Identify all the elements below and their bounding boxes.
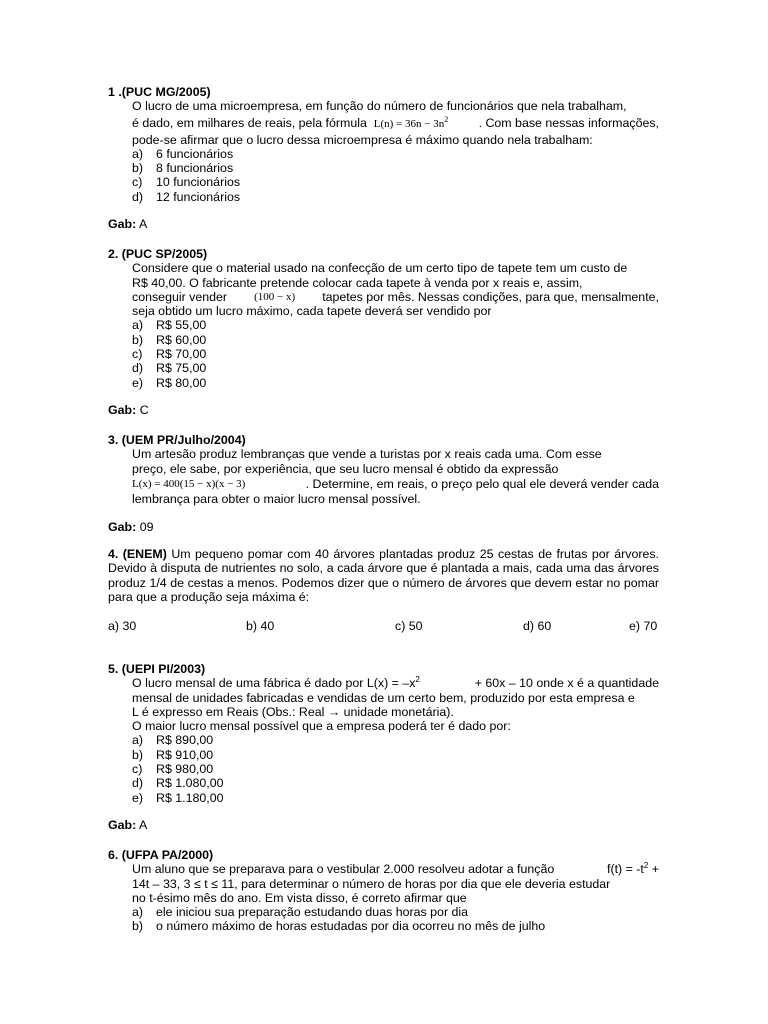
question-6-line-3: no t-ésimo mês do ano. Em vista disso, é correto afirmar que <box>132 890 467 905</box>
option: a) ele iniciou sua preparação estudando duas horas por dia <box>132 905 469 920</box>
option: c) 10 funcionários <box>132 175 241 190</box>
option: a) 30 <box>108 619 137 633</box>
question-6-options <box>108 905 659 934</box>
question-1-line-2-text: é dado, em milhares de reais, pela fórmula <box>132 115 367 130</box>
option: a) 6 funcionários <box>132 146 234 161</box>
option: c) R$ 70,00 <box>132 347 207 362</box>
answer-key-5: Gab: A <box>108 818 148 832</box>
question-2-line-3: conseguir vender (100 − x) tapetes por mês. Nessas condições, para que, mensalmente, <box>132 289 659 304</box>
question-5 <box>108 662 659 805</box>
question-4 <box>108 547 659 604</box>
question-2-line-1: Considere que o material usado na confecção de um certo tipo de tapete tem um custo de <box>132 261 628 276</box>
question-3-title: 3. (UEM PR/Julho/2004) <box>108 433 246 447</box>
answer-key-3: Gab: 09 <box>108 520 154 534</box>
question-2-line-2: R$ 40,00. O fabricante pretende colocar cada tapete à venda por x reais e, assim, <box>132 275 583 290</box>
option: d) R$ 75,00 <box>132 361 207 376</box>
question-2-title: 2. (PUC SP/2005) <box>108 247 208 261</box>
question-5-line-4: O maior lucro mensal possível que a empresa poderá ter é dado por: <box>132 719 511 734</box>
question-5-options <box>108 733 659 804</box>
option: c) 50 <box>395 619 423 633</box>
question-6-line-1: Um aluno que se preparava para o vestibular 2.000 resolveu adotar a função $f(t) = -t^2$ + <box>132 861 659 877</box>
question-3-line-3: L(x) = 400(15 − x)(x − 3) . Determine, em reais, o preço pelo qual ele deverá vender cada <box>132 476 659 491</box>
question-4-title: 4. (ENEM) <box>108 547 167 561</box>
answer-key-1: Gab: A <box>108 217 148 231</box>
question-4-text: Um pequeno pomar com 40 árvores plantadas produz 25 cestas de frutas por árvores. Devido à disputa de nutrientes no solo, a cada árvore que é plantada a mais, cada uma das árvores produz 1/4 de cestas a menos. Podemos dizer que o número de árvores que devem estar no pomar para que a produção seja máxima é: <box>108 547 660 604</box>
question-5-line-2: mensal de unidades fabricadas e vendidas de um certo bem, produzido por esta empresa e <box>132 690 635 705</box>
question-1-line-1: O lucro de uma microempresa, em função do número de funcionários que nela trabalham, <box>132 99 627 114</box>
question-6-line-2: 14t – 33, 3 ≤ t ≤ 11, para determinar o número de horas por dia que ele deveria estudar <box>132 876 611 891</box>
question-1-title: 1 .(PUC MG/2005) <box>108 85 211 99</box>
option: c) R$ 980,00 <box>132 762 214 777</box>
question-6-function: f(t) = -t <box>607 862 644 877</box>
question-3-line-4: lembrança para obter o maior lucro mensal possível. <box>132 491 421 506</box>
option: d) R$ 1.080,00 <box>132 776 224 791</box>
option: d) 60 <box>523 619 552 633</box>
question-6 <box>108 848 659 934</box>
question-6-title: 6. (UFPA PA/2000) <box>108 848 214 862</box>
question-2 <box>108 247 659 390</box>
question-5-line-3: L é expresso em Reais (Obs.: Real → unidade monetária). <box>132 704 454 719</box>
question-1-line-2 <box>108 114 659 133</box>
option: b) R$ 910,00 <box>132 747 214 762</box>
option: a) R$ 55,00 <box>132 318 207 333</box>
question-1-formula: $L(n) = 36n - 3n^2$ <box>373 114 449 130</box>
question-5-line-1: O lucro mensal de uma fábrica é dado por $L(x) = -x^2$ + 60x – 10 onde x é a quantidade <box>132 675 659 691</box>
question-3-formula: L(x) = 400(15 − x)(x − 3) <box>132 477 246 490</box>
option: b) R$ 60,00 <box>132 332 207 347</box>
option: b) 40 <box>246 619 275 633</box>
question-3-line-2: preço, ele sabe, por experiência, que seu lucro mensal é obtido da expressão <box>132 461 559 476</box>
question-1-line-3: pode-se afirmar que o lucro dessa microempresa é máximo quando nela trabalham: <box>132 132 593 147</box>
option: e) R$ 1.180,00 <box>132 790 224 805</box>
question-5-title: 5. (UEPI PI/2003) <box>108 662 206 676</box>
option: d) 12 funcionários <box>132 189 241 204</box>
answer-key-2: Gab: C <box>108 403 149 417</box>
question-1-line-2-end: . Com base nessas informações, <box>478 115 659 130</box>
option: a) R$ 890,00 <box>132 733 214 748</box>
question-1-options <box>108 147 659 204</box>
question-3-line-1: Um artesão produz lembranças que vende a turistas por x reais cada uma. Com esse <box>132 447 602 462</box>
question-1 <box>108 85 659 204</box>
question-2-line-4: seja obtido um lucro máximo, cada tapete deverá ser vendido por <box>132 304 492 319</box>
question-2-formula: (100 − x) <box>254 290 296 303</box>
question-4-options <box>108 619 659 634</box>
question-2-options <box>108 318 659 389</box>
option: b) o número máximo de horas estudadas por dia ocorreu no mês de julho <box>132 919 546 934</box>
option: b) 8 funcionários <box>132 161 234 176</box>
option: e) 70 <box>629 619 658 633</box>
question-3 <box>108 433 659 506</box>
option: e) R$ 80,00 <box>132 375 207 390</box>
